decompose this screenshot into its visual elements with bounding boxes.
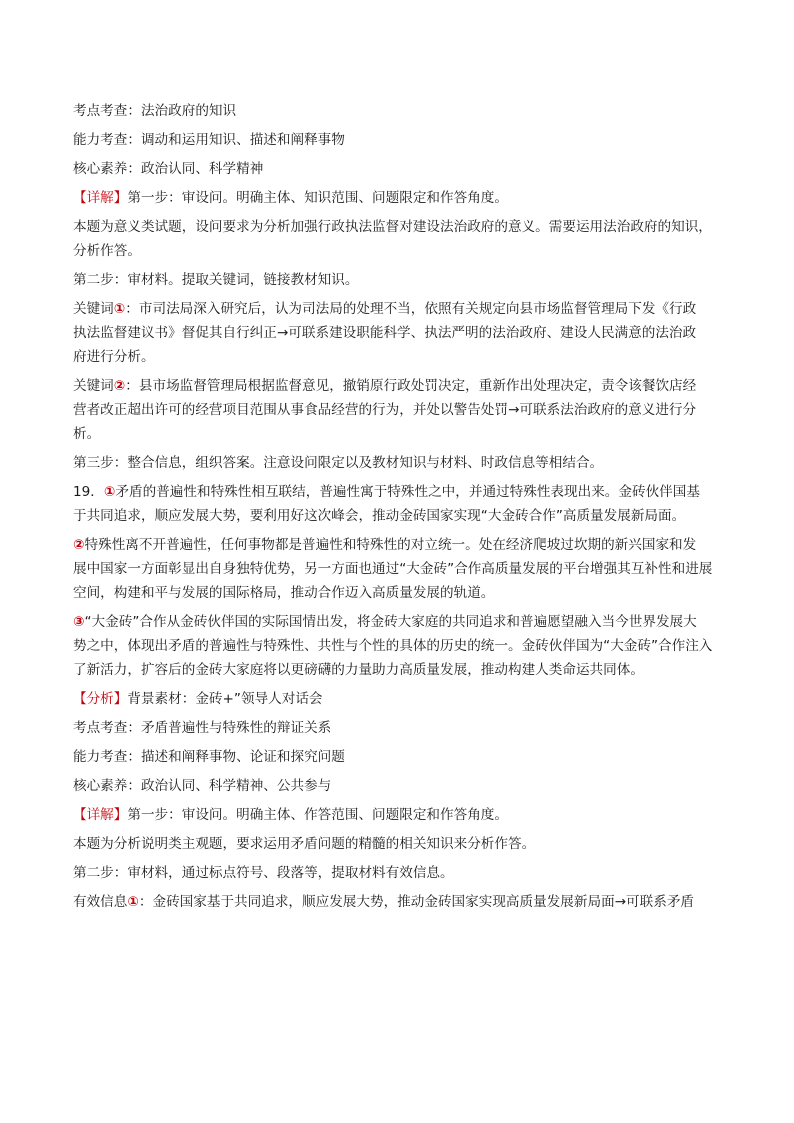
text-segment: ：市司法局深入研究后，认为司法局的处理不当，依照有关规定向县市场监督管理局下发《行政: [125, 301, 697, 317]
text-line: [73, 345, 723, 369]
text-line: [73, 803, 723, 827]
text-segment: 有效信息: [73, 894, 128, 910]
text-line: [73, 321, 723, 345]
text-line: [73, 634, 723, 658]
text-line: [73, 186, 723, 210]
text-segment: 第二步：审材料。提取关键词，链接教材知识。: [73, 272, 359, 288]
text-line: [73, 861, 723, 885]
text-line: [73, 297, 723, 321]
text-line: [73, 157, 723, 181]
text-line: [73, 832, 723, 856]
text-segment: ：金砖国家基于共同追求，顺应发展大势，推动金砖国家实现高质量发展新局面→可联系矛盾: [138, 894, 695, 910]
text-segment: 核心素养：政治认同、科学精神、公共参与: [73, 778, 332, 794]
text-segment: 于共同追求，顺应发展大势，要利用好这次峰会，推动金砖国家实现“大金砖合作”高质量发展新局面。: [73, 508, 686, 524]
text-segment: 能力考查：描述和阐释事物、论证和探究问题: [73, 749, 345, 765]
text-segment: 势之中，体现出矛盾的普遍性与特殊性、共性与个性的具体的历史的统一。金砖伙伴国为“大金砖”合作注入: [73, 638, 713, 654]
circled-number: ①: [103, 484, 116, 500]
text-segment: 第二步：审材料，通过标点符号、段落等，提取材料有效信息。: [73, 865, 454, 881]
circled-number: ①: [113, 301, 126, 317]
text-line: [73, 374, 723, 398]
text-line: [73, 557, 723, 581]
text-segment: 空间，构建和平与发展的国际格局，推动合作迈入高质量发展的轨道。: [73, 585, 495, 601]
circled-number: ③: [73, 614, 85, 630]
text-segment: 19．: [73, 484, 104, 500]
text-line: [73, 215, 723, 239]
circled-number: ②: [73, 537, 85, 553]
text-segment: 考点考查：矛盾普遍性与特殊性的辩证关系: [73, 720, 332, 736]
text-segment: 本题为分析说明类主观题，要求运用矛盾问题的精髓的相关知识来分析作答。: [73, 836, 536, 852]
text-line: [73, 533, 723, 557]
text-segment: 关键词: [73, 378, 114, 394]
text-line: [73, 480, 723, 504]
text-line: [73, 658, 723, 682]
text-line: [73, 398, 723, 422]
text-segment: “大金砖”合作从金砖伙伴国的实际国情出发，将金砖大家庭的共同追求和普遍愿望融入当今世界发展大: [84, 614, 697, 630]
text-line: [73, 774, 723, 798]
text-segment: 核心素养：政治认同、科学精神: [73, 161, 264, 177]
text-line: [73, 581, 723, 605]
text-segment: 分析作答。: [73, 243, 141, 259]
text-line: [73, 128, 723, 152]
text-segment: 第一步：审设问。明确主体、作答范围、问题限定和作答角度。: [127, 807, 508, 823]
text-line: [73, 504, 723, 528]
text-line: [73, 451, 723, 475]
text-line: [73, 716, 723, 740]
text-segment: 析。: [73, 426, 101, 442]
text-segment: 营者改正超出许可的经营项目范围从事食品经营的行为，并处以警告处罚→可联系法治政府的意义进行分: [73, 402, 697, 418]
circled-number: ①: [127, 894, 139, 910]
circled-number: ②: [113, 378, 126, 394]
text-segment: 第三步：整合信息，组织答案。注意设问限定以及教材知识与材料、时政信息等相结合。: [73, 455, 604, 471]
text-segment: 第一步：审设问。明确主体、知识范围、问题限定和作答角度。: [127, 190, 508, 206]
text-line: [73, 687, 723, 711]
text-line: [73, 890, 723, 914]
text-segment: 本题为意义类试题，设问要求为分析加强行政执法监督对建设法治政府的意义。需要运用法治政府的知识，: [73, 219, 712, 235]
text-line: [73, 99, 723, 123]
document-page: [73, 99, 723, 914]
section-tag: 【分析】: [73, 691, 128, 707]
text-segment: 展中国家一方面彰显出自身独特优势，另一方面也通过“大金砖”合作高质量发展的平台增强其互补性和进展: [73, 561, 713, 577]
text-line: [73, 239, 723, 263]
section-tag: 【详解】: [73, 807, 128, 823]
section-tag: 【详解】: [73, 190, 128, 206]
text-segment: 关键词: [73, 301, 114, 317]
text-line: [73, 268, 723, 292]
text-line: [73, 610, 723, 634]
text-segment: ：县市场监督管理局根据监督意见，撤销原行政处罚决定，重新作出处理决定，责令该餐饮店经: [125, 378, 697, 394]
text-line: [73, 745, 723, 769]
text-segment: 执法监督建议书》督促其自行纠正→可联系建设职能科学、执法严明的法治政府、建设人民满意的法治政: [73, 325, 697, 341]
text-line: [73, 422, 723, 446]
text-segment: 考点考查：法治政府的知识: [73, 103, 237, 119]
text-segment: 了新活力，扩容后的金砖大家庭将以更磅礴的力量助力高质量发展，推动构建人类命运共同体。: [73, 662, 644, 678]
text-segment: 矛盾的普遍性和特殊性相互联结，普遍性寓于特殊性之中，并通过特殊性表现出来。金砖伙伴国基: [115, 484, 700, 500]
text-segment: 能力考查：调动和运用知识、描述和阐释事物: [73, 132, 345, 148]
text-segment: 特殊性离不开普遍性，任何事物都是普遍性和特殊性的对立统一。处在经济爬坡过坎期的新兴国家和发: [84, 537, 697, 553]
text-segment: 背景素材：金砖+”领导人对话会: [127, 691, 323, 707]
text-segment: 府进行分析。: [73, 349, 155, 365]
